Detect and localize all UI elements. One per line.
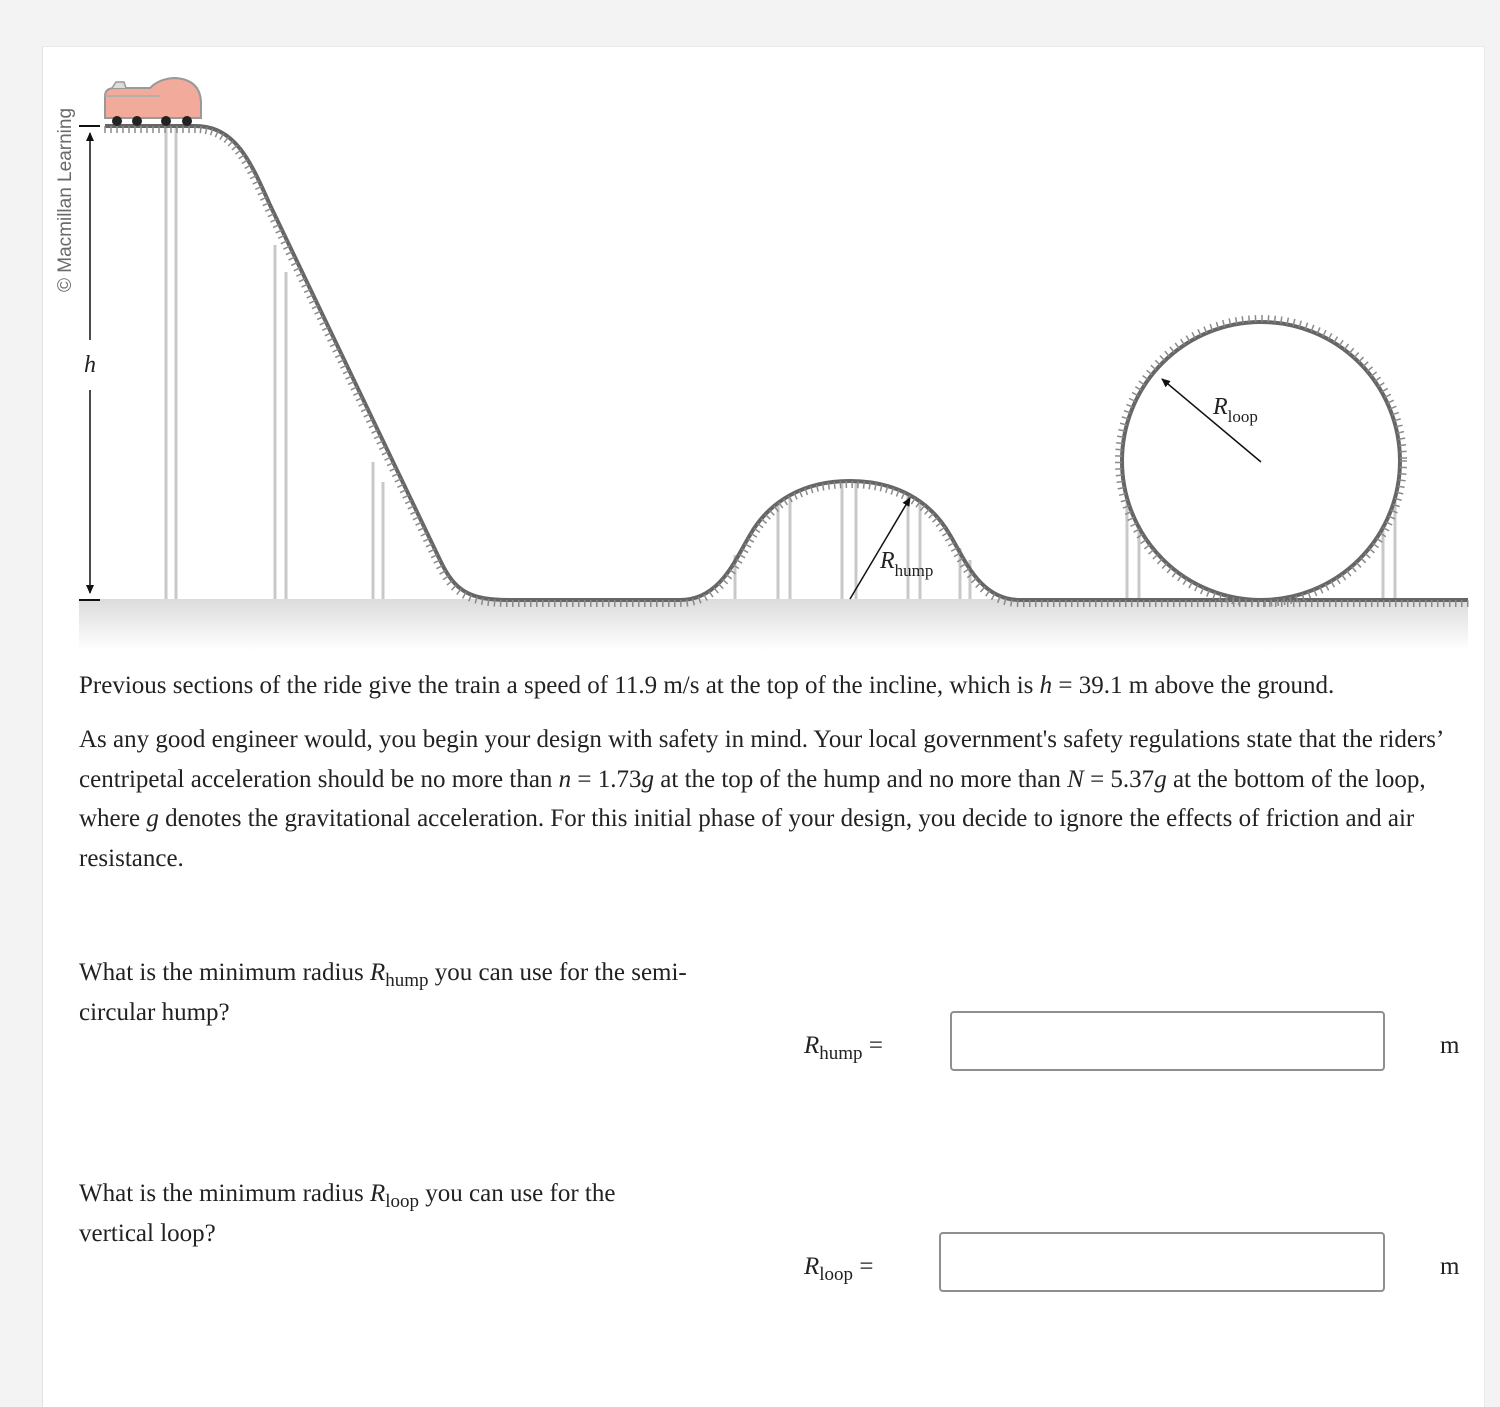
loop-radius-input[interactable] <box>939 1232 1385 1292</box>
hump-radius-label: $R_{hump}$ <box>879 548 933 580</box>
loop-unit: m <box>1440 1253 1459 1281</box>
train-wheel <box>112 116 122 126</box>
question-hump: What is the minimum radius $R_{hump}$ you can use for the semi-circular hump? <box>79 953 759 1032</box>
height-label: h <box>84 352 96 378</box>
loop-radius-label: $R_{loop}$ <box>1212 394 1258 426</box>
hump-answer-label: $R_{hump}$ = <box>804 1032 883 1060</box>
support-posts <box>166 127 1395 599</box>
train-wheel <box>161 116 171 126</box>
loop-ties <box>1115 315 1407 607</box>
coaster-train <box>105 78 201 126</box>
hump-radius-input[interactable] <box>950 1011 1385 1071</box>
ground <box>79 599 1468 651</box>
track-ties <box>105 126 1468 607</box>
roller-coaster-figure <box>0 0 1500 660</box>
coaster-track <box>105 126 1468 600</box>
loop-answer-label: $R_{loop}$ = <box>804 1253 873 1281</box>
vertical-loop <box>1122 322 1400 600</box>
safety-paragraph: As any good engineer would, you begin your design with safety in mind. Your local government's safety regulations state that the riders’ centripetal acceleration should be no more than n = 1.73g at the top of the hump and no more than N = 5.37g at the bottom of the loop, where g denotes the gravitational acceleration. For this initial phase of your design, you decide to ignore the effects of friction and air resistance. <box>79 720 1474 878</box>
train-wheel <box>182 116 192 126</box>
copyright-credit: © Macmillan Learning <box>55 108 77 292</box>
train-wheel <box>132 116 142 126</box>
question-loop: What is the minimum radius $R_{loop}$ you can use for the vertical loop? <box>79 1174 679 1253</box>
hump-unit: m <box>1440 1032 1459 1060</box>
intro-paragraph: Previous sections of the ride give the train a speed of 11.9 m/s at the top of the incline, which is h = 39.1 m above the ground. <box>79 666 1474 706</box>
